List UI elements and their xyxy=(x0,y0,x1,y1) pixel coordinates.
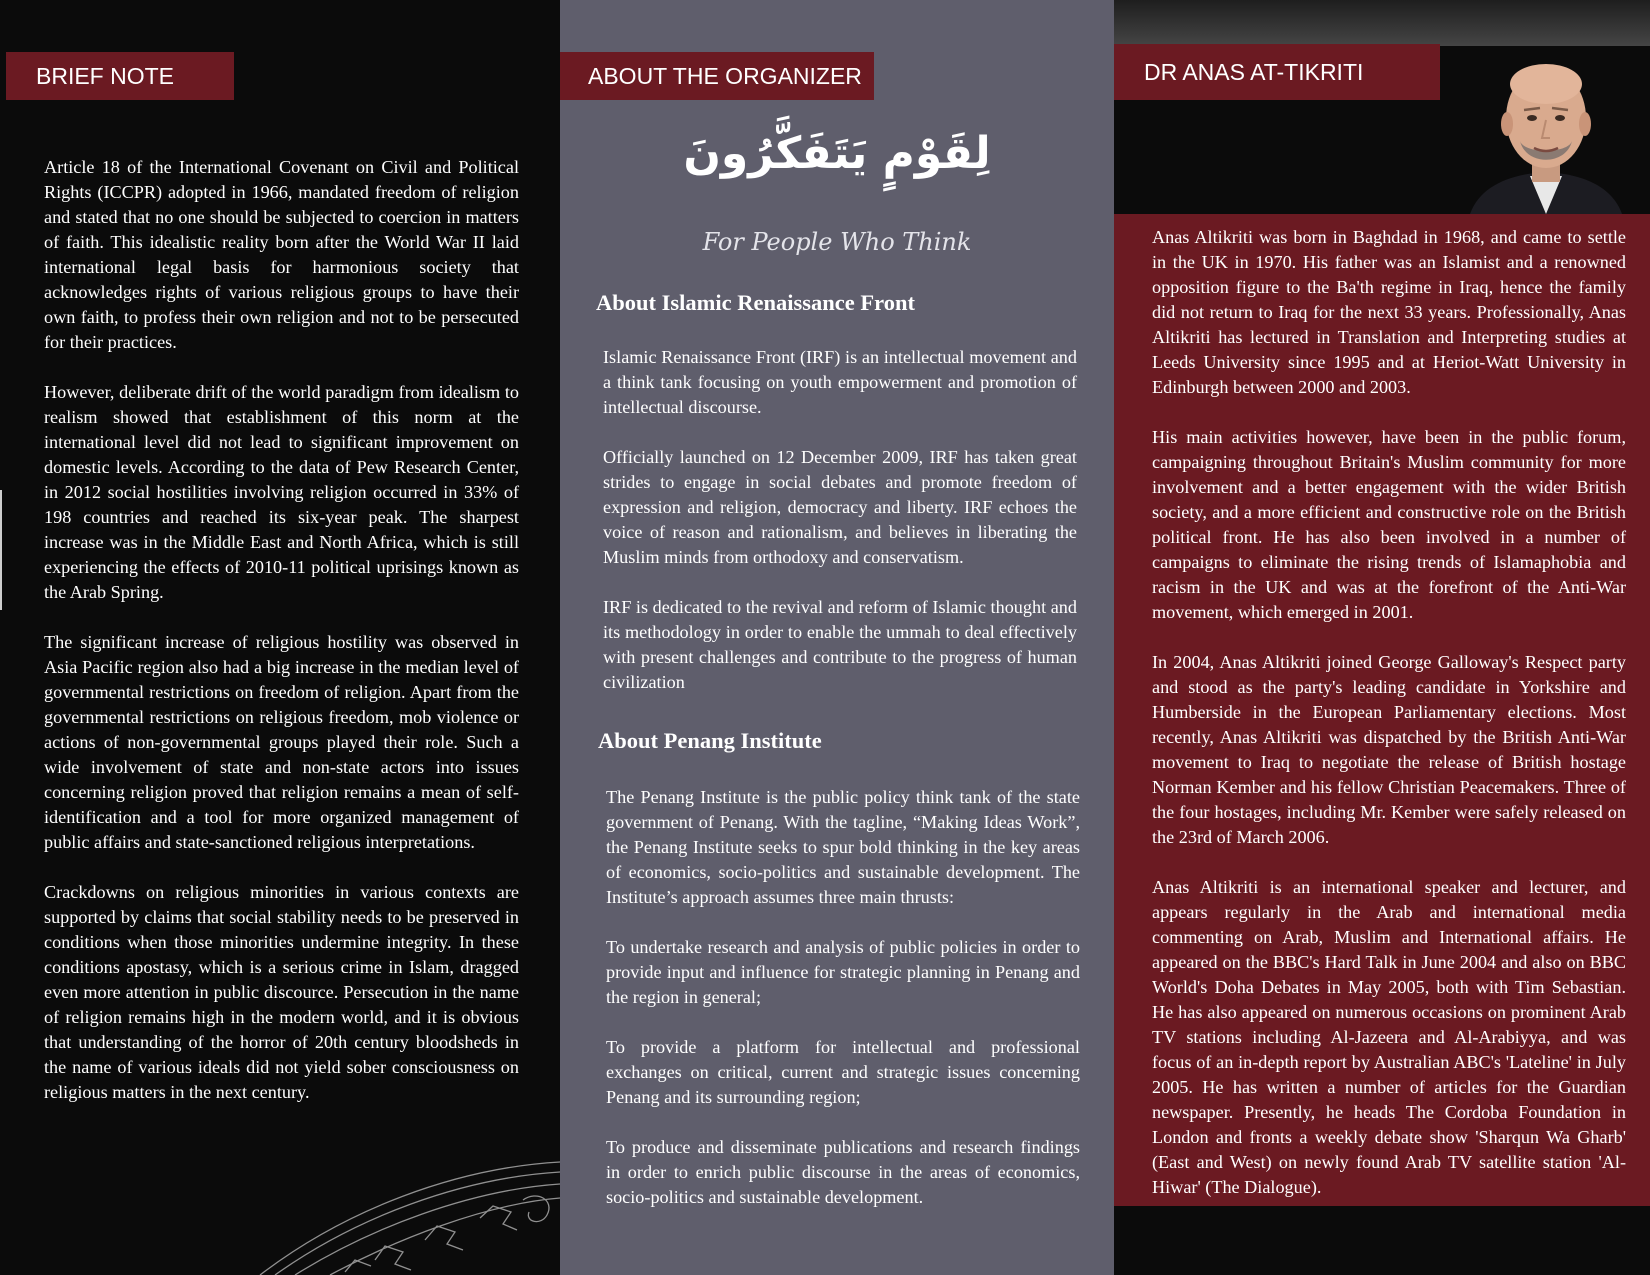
organizer-title: ABOUT THE ORGANIZER xyxy=(588,62,862,89)
speaker-portrait xyxy=(1460,46,1632,214)
irf-paragraph: Officially launched on 12 December 2009, IRF has taken great strides to engage in social debates and promote freedom of expression and religion, democracy and liberty. IRF echoes the voice of reason and rationalism, and believes in liberating the Muslim minds from orthodoxy and conservatism. xyxy=(603,447,1077,567)
brief-paragraph: The significant increase of religious hostility was observed in Asia Pacific region also had a big increase in the median level of governmental restrictions on freedom of religion. Apart from the governmental restrictions on religious freedom, mob violence or actions of non-governmental groups played their role. Such a wide involvement of state and non-state actors into issues concerning religion proved that religion remains a mean of self-identification and a tool for more organized management of public affairs and state-sanctioned religious interpretations. xyxy=(44,632,519,852)
irf-paragraph: Islamic Renaissance Front (IRF) is an intellectual movement and a think tank focusing on youth empowerment and promotion of intellectual discourse. xyxy=(603,347,1077,417)
penang-body xyxy=(606,785,1080,1210)
tagline: For People Who Think xyxy=(702,228,972,256)
fold-mark xyxy=(0,490,2,610)
brief-note-body xyxy=(44,155,519,1105)
penang-paragraph: The Penang Institute is the public policy think tank of the state government of Penang. With the tagline, “Making Ideas Work”, the Penang Institute seeks to spur bold thinking in the key areas of economics, socio-politics and sustainable development. The Institute’s approach assumes three main thrusts: xyxy=(606,787,1080,907)
brief-paragraph: Article 18 of the International Covenant on Civil and Political Rights (ICCPR) adopted in 1966, mandated freedom of religion and stated that no one should be subjected to coercion in matters of faith. This idealistic reality born after the World War II laid international legal basis for harmonious society that acknowledges rights of various religious groups to have their own faith, to profess their own religion and not to be persecuted for their practices. xyxy=(44,157,519,352)
decorative-ornament-icon xyxy=(255,1160,560,1275)
penang-paragraph: To undertake research and analysis of public policies in order to provide input and influence for strategic planning in Penang and the region in general; xyxy=(606,937,1080,1007)
brief-paragraph: However, deliberate drift of the world paradigm from idealism to realism showed that establishment of this norm at the international level did not lead to significant improvement on domestic levels. According to the data of Pew Research Center, in 2012 social hostilities involving religion occurred in 33% of 198 countries and reached its six-year peak. The sharpest increase was in the Middle East and North Africa, which is still experiencing the effects of 2010-11 political uprisings known as the Arab Spring. xyxy=(44,382,519,602)
brief-paragraph: Crackdowns on religious minorities in various contexts are supported by claims that social stability needs to be preserved in conditions when those minorities undermine integrity. In these conditions apostasy, which is a serious crime in Islam, dragged even more attention in public discource. Persecution in the name of religion remains high in the modern world, and it is obvious that understanding of the horror of 20th century bloodsheds in the name of various ideals did not yield sober consciousness on religious matters in the next century. xyxy=(44,882,519,1102)
arabic-calligraphy: لِقَوْمٍ يَتَفَكَّرُونَ xyxy=(683,128,991,179)
irf-paragraph: IRF is dedicated to the revival and reform of Islamic thought and its methodology in order to enable the ummah to deal effectively with present challenges and contribute to the progress of human civilization xyxy=(603,597,1077,692)
penang-heading: About Penang Institute xyxy=(598,728,822,753)
penang-paragraph: To produce and disseminate publications and research findings in order to enrich public discourse in the areas of economics, socio-politics and sustainable development. xyxy=(606,1137,1080,1207)
bio-paragraph: Anas Altikriti is an international speaker and lecturer, and appears regularly in the Arab and international media commenting on Arab, Muslim and International affairs. He appeared on the BBC's Hard Talk in June 2004 and also on BBC World's Doha Debates in May 2005, both with Tim Sebastian. He has also appeared on numerous occasions on prominent Arab TV stations including Al-Jazeera and Al-Arabiyya, and was focus of an in-depth report by Australian ABC's 'Lateline' in July 2005. He has written a number of articles for the Guardian newspaper. Presently, he heads The Cordoba Foundation in London and fronts a weekly debate show 'Sharqun Wa Gharb' (East and West) on newly found Arab TV satellite station 'Al-Hiwar' (The Dialogue). xyxy=(1152,877,1626,1197)
speaker-panel xyxy=(1114,0,1650,1275)
top-band xyxy=(1114,0,1650,46)
bio-paragraph: In 2004, Anas Altikriti joined George Galloway's Respect party and stood as the party's leading candidate in Yorkshire and Humberside in the European Parliamentary elections. Most recently, Anas Altikriti was dispatched by the British Anti-War movement to Iraq to negotiate the release of British hostage Norman Kember and his fellow Christian Peacemakers. Three of the four hostages, including Mr. Kember were safely released on the 23rd of March 2006. xyxy=(1152,652,1626,847)
penang-paragraph: To provide a platform for intellectual and professional exchanges on critical, current and strategic issues concerning Penang and its surrounding region; xyxy=(606,1037,1080,1107)
bio-paragraph: His main activities however, have been in the public forum, campaigning throughout Britain's Muslim community for more involvement and a better engagement with the wider British society, and a more efficient and constructive role on the British political front. He has also been involved in a number of campaigns to eliminate the rising trends of Islamaphobia and racism in the UK and was at the forefront of the Anti-War movement, which emerged in 2001. xyxy=(1152,427,1626,622)
speaker-header xyxy=(1114,44,1440,100)
speaker-name-title: DR ANAS AT-TIKRITI xyxy=(1144,58,1364,85)
irf-heading: About Islamic Renaissance Front xyxy=(596,290,915,315)
irf-body xyxy=(603,345,1077,695)
brief-note-panel xyxy=(0,0,560,1275)
speaker-bio xyxy=(1152,225,1626,1200)
brief-note-title: BRIEF NOTE xyxy=(36,62,175,89)
brief-note-header xyxy=(6,52,234,100)
bio-paragraph: Anas Altikriti was born in Baghdad in 1968, and came to settle in the UK in 1970. His father was an Islamist and a renowned opposition figure to the Ba'th regime in Iraq, hence the family did not return to Iraq for the next 33 years. Professionally, Anas Altikriti has lectured in Translation and Interpreting studies at Leeds University since 1995 and at Heriot-Watt University in Edinburgh between 2000 and 2003. xyxy=(1152,227,1626,397)
organizer-header xyxy=(560,52,874,100)
organizer-panel xyxy=(560,0,1114,1275)
